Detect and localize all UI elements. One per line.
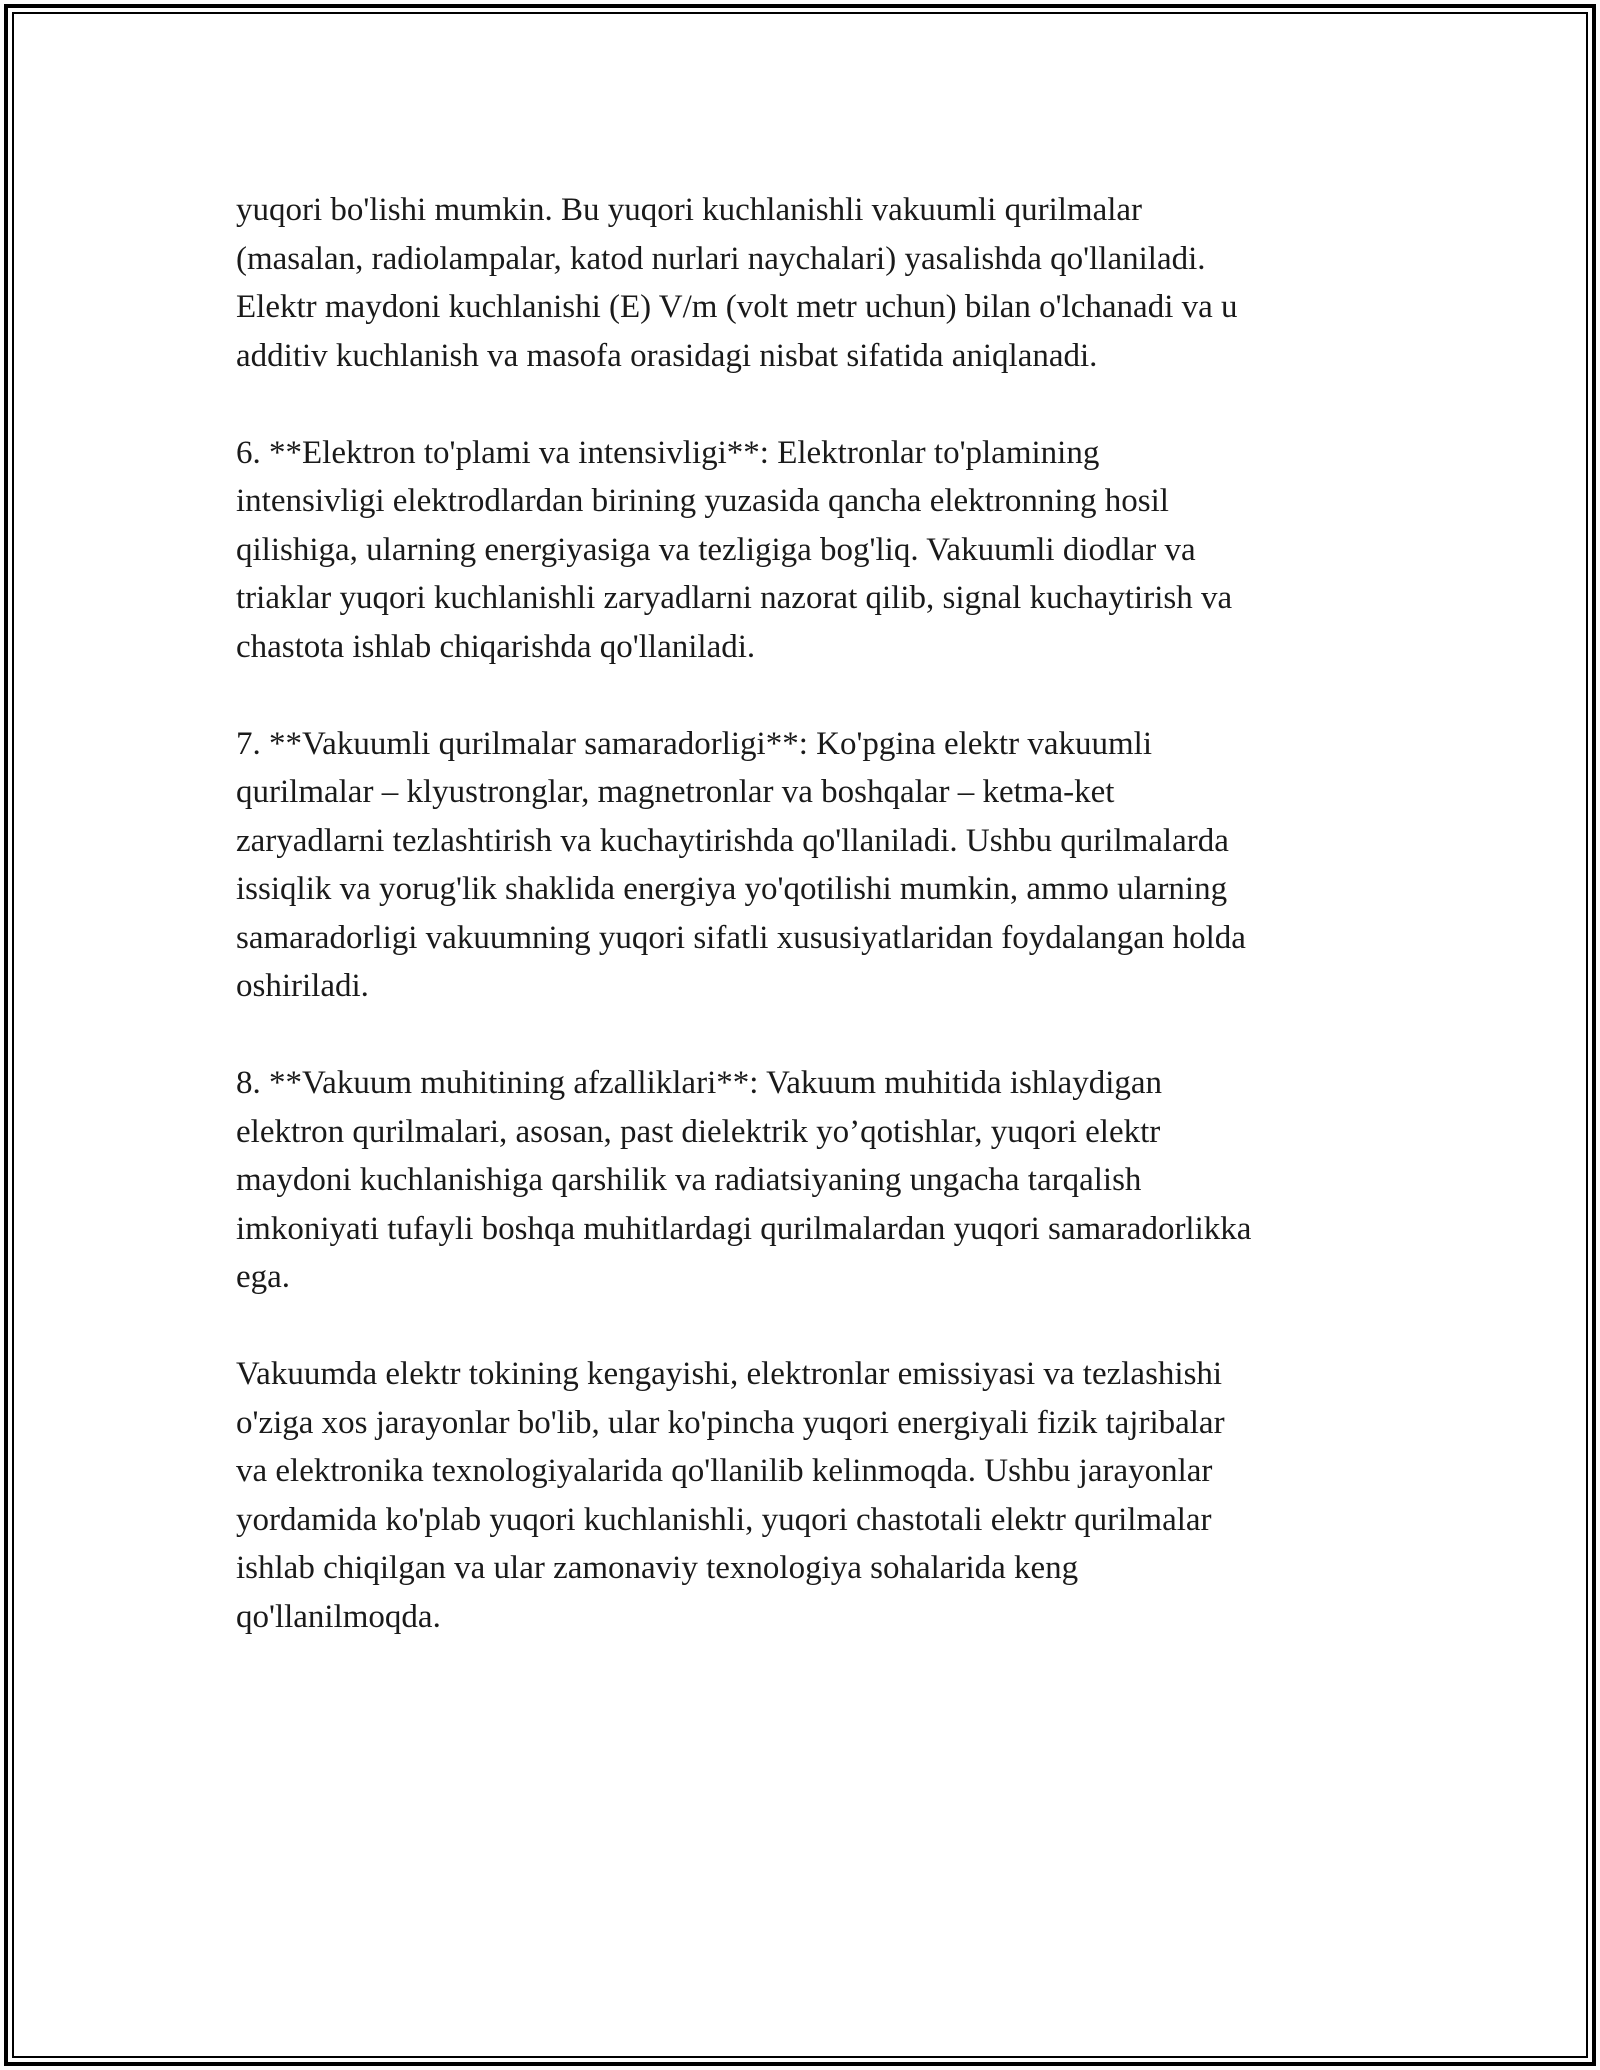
paragraph-conclusion: Vakuumda elektr tokining kengayishi, elektronlar emissiyasi va tezlashishi o'ziga xos jarayonlar bo'lib, ular ko'pincha yuqori energiyali fizik tajribalar va elektronika texnologiyalarida qo'llanilib kelinmoqda. Ushbu jarayonlar yordamida ko'plab yuqori kuchlanishli, yuqori chastotali elektr qurilmalar ishlab chiqilgan va ular zamonaviy texnologiya sohalarida keng qo'llanilmoqda.: [236, 1356, 1225, 1635]
document-body: [236, 186, 1386, 1690]
paragraph-item-6: 6. **Elektron to'plami va intensivligi**: Elektronlar to'plamining intensivligi elektrodlardan birining yuzasida qancha elektronning hosil qilishiga, ularning energiyasiga va tezligiga bog'liq. Vakuumli diodlar va triaklar yuqori kuchlanishli zaryadlarni nazorat qilib, signal kuchaytirish va chastota ishlab chiqarishda qo'llaniladi.: [236, 434, 1233, 665]
paragraph-intro-continuation: yuqori bo'lishi mumkin. Bu yuqori kuchlanishli vakuumli qurilmalar (masalan, radiolampalar, katod nurlari naychalari) yasalishda qo'llaniladi. Elektr maydoni kuchlanishi (E) V/m (volt metr uchun) bilan o'lchanadi va u additiv kuchlanish va masofa orasidagi nisbat sifatida aniqlanadi.: [236, 192, 1238, 374]
paragraph-item-8: 8. **Vakuum muhitining afzalliklari**: Vakuum muhitida ishlaydigan elektron qurilmalari, asosan, past dielektrik yo’qotishlar, yuqori elektr maydoni kuchlanishiga qarshilik va radiatsiyaning ungacha tarqalish imkoniyati tufayli boshqa muhitlardagi qurilmalardan yuqori samaradorlikka ega.: [236, 1065, 1252, 1295]
paragraph-item-7: 7. **Vakuumli qurilmalar samaradorligi**: Ko'pgina elektr vakuumli qurilmalar – klyustronglar, magnetronlar va boshqalar – ketma-ket zaryadlarni tezlashtirish va kuchaytirishda qo'llaniladi. Ushbu qurilmalarda issiqlik va yorug'lik shaklida energiya yo'qotilishi mumkin, ammo ularning samaradorligi vakuumning yuqori sifatli xususiyatlaridan foydalangan holda oshiriladi.: [236, 725, 1246, 1004]
